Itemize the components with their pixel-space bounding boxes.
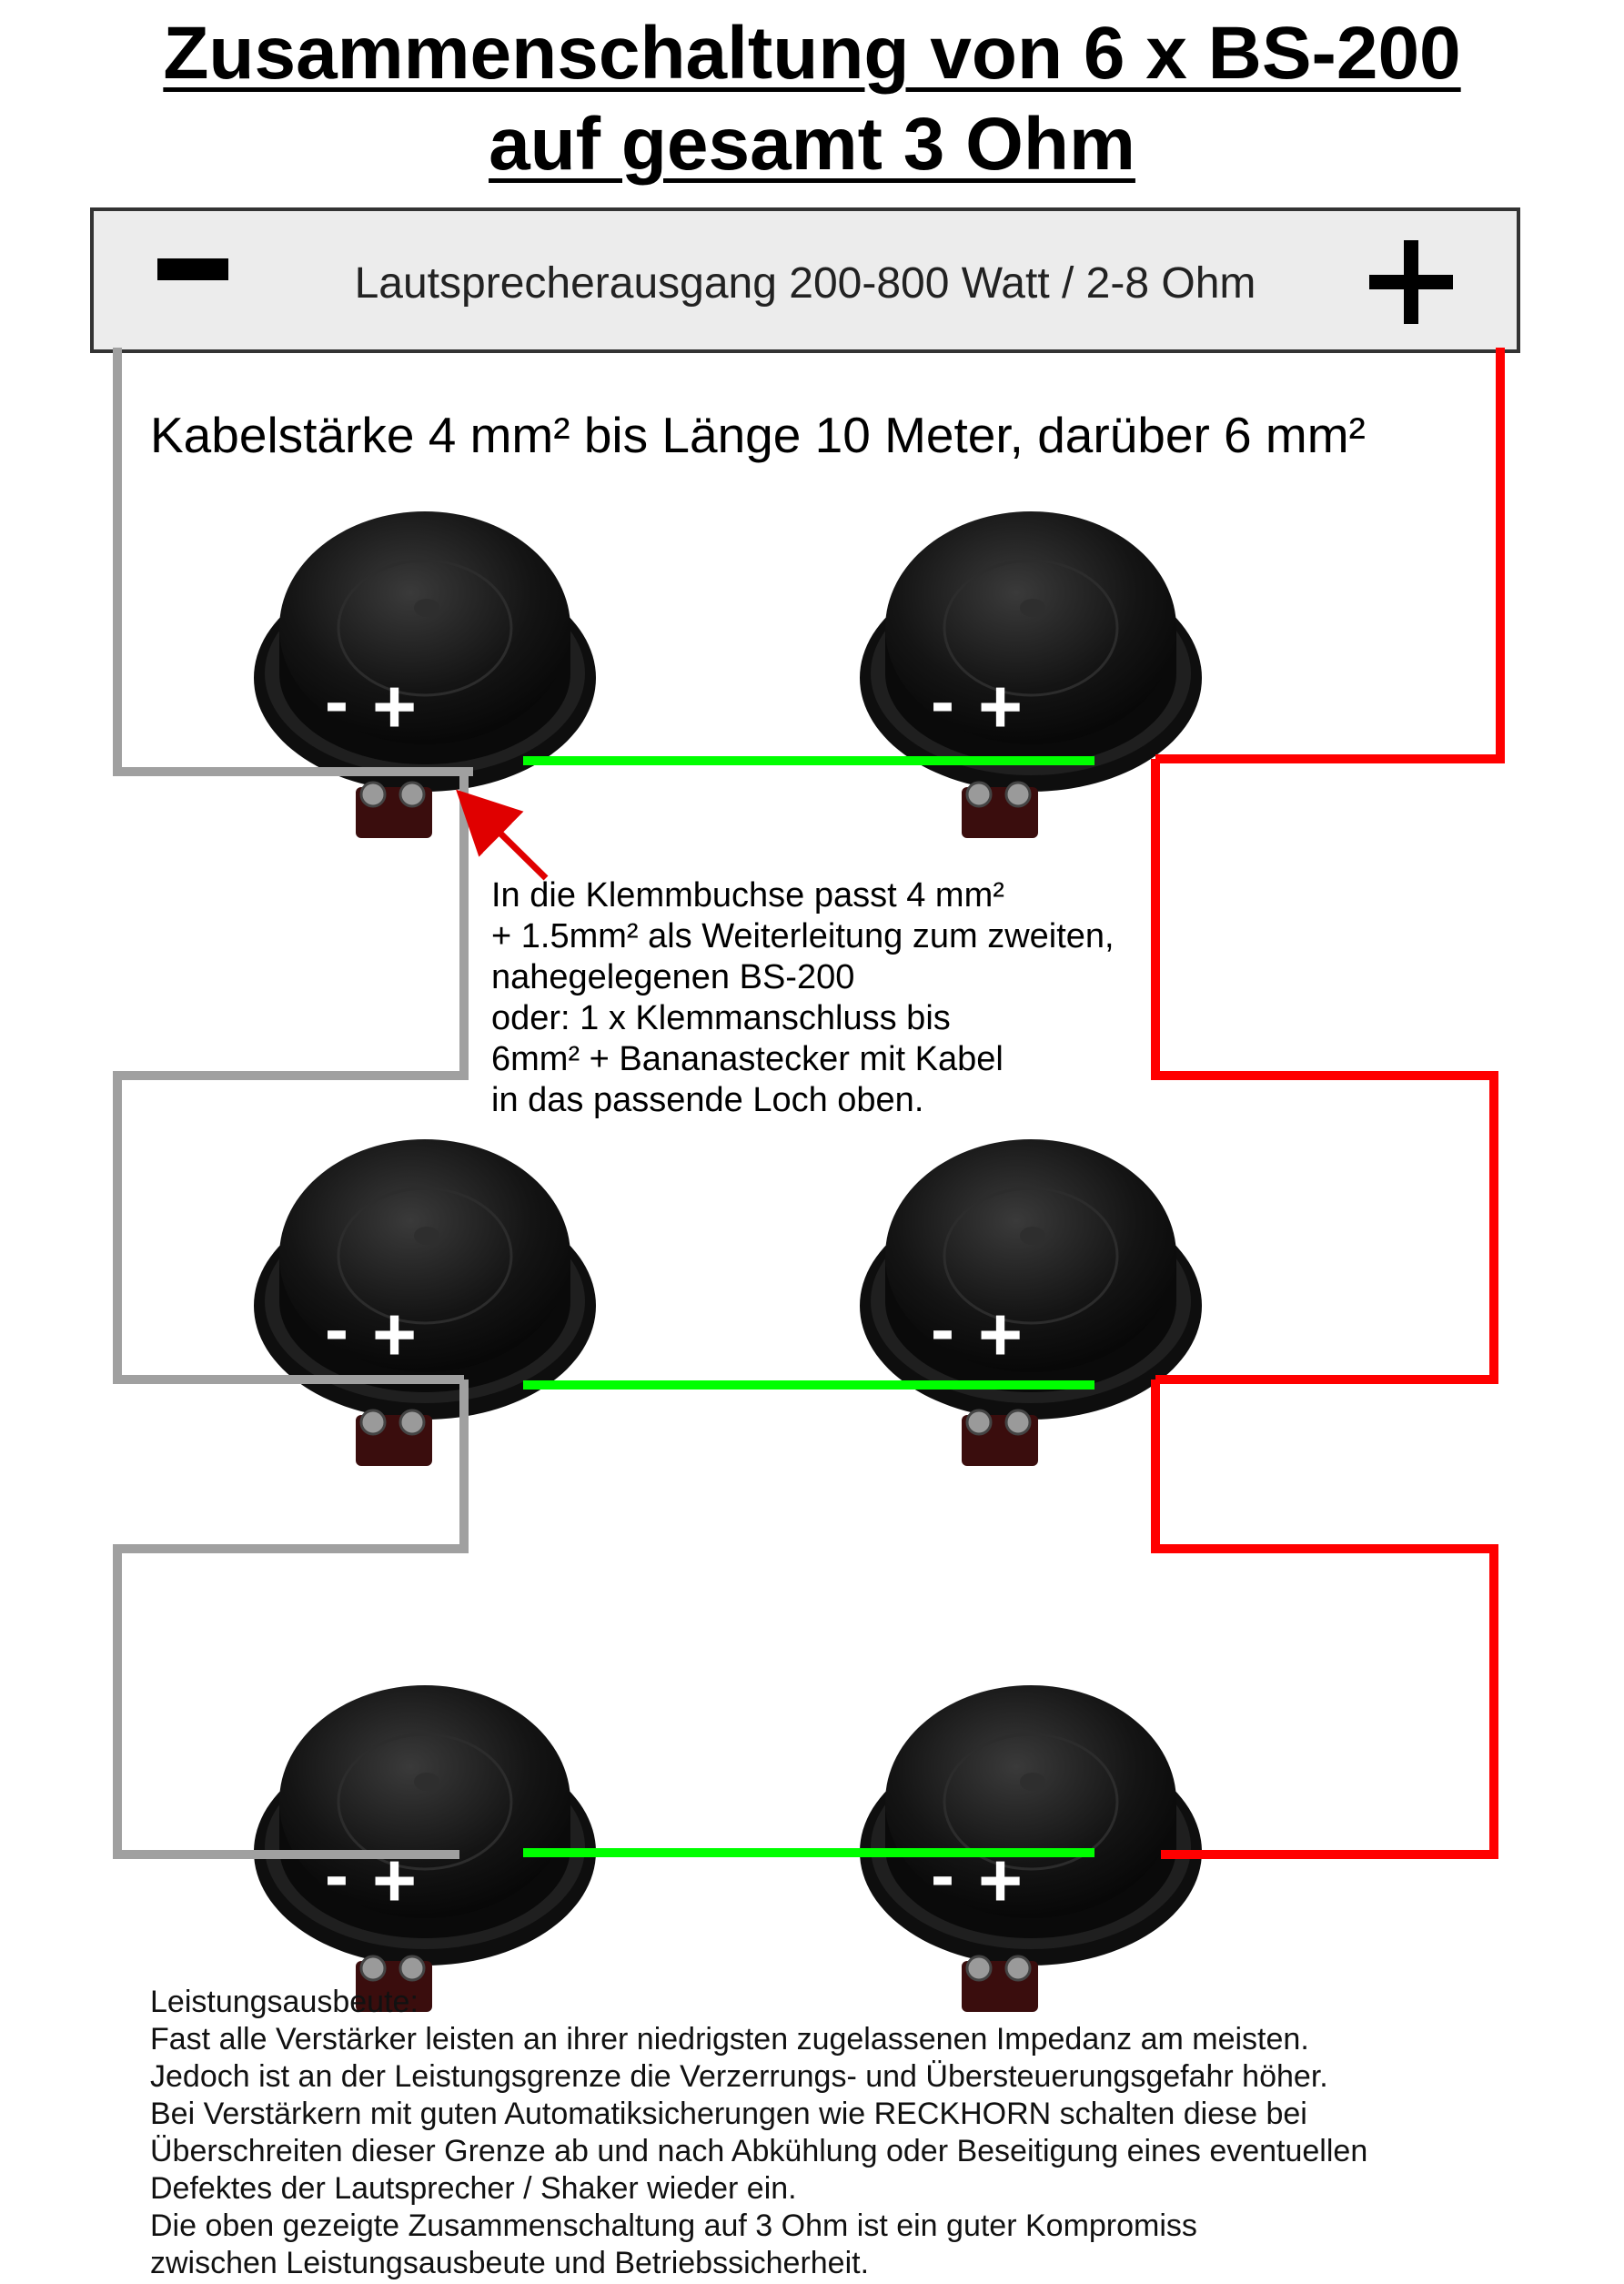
power-note-line: zwischen Leistungsausbeute und Betriebssicherheit. <box>150 2246 870 2280</box>
power-note-line: Jedoch ist an der Leistungsgrenze die Verzerrungs- und Übersteuerungsgefahr höher. <box>150 2059 1328 2094</box>
terminal-plus-icon <box>400 1956 424 1980</box>
speaker-plus-label: + <box>978 1291 1024 1377</box>
speaker-minus-label: - <box>931 1834 954 1915</box>
cable-note: Kabelstärke 4 mm² bis Länge 10 Meter, darüber 6 mm² <box>150 407 1366 463</box>
positive-wire-top-to-middle <box>1155 759 1494 1379</box>
terminal-minus-icon <box>361 1956 385 1980</box>
clamp-note-line: + 1.5mm² als Weiterleitung zum zweiten, <box>491 917 1115 955</box>
terminal-minus-icon <box>967 783 991 806</box>
power-note-line: Fast alle Verstärker leisten an ihrer niedrigsten zugelassenen Impedanz am meisten. <box>150 2022 1309 2057</box>
speaker-middle-left <box>254 1139 596 1466</box>
speaker-minus-label: - <box>325 661 348 741</box>
title-line-1: Zusammenschaltung von 6 x BS-200 <box>163 12 1461 95</box>
speaker-plus-label: + <box>372 663 418 749</box>
clamp-note-line: In die Klemmbuchse passt 4 mm² <box>491 876 1004 915</box>
speaker-plus-label: + <box>372 1837 418 1923</box>
terminal-plus-icon <box>1006 783 1030 806</box>
terminal-plus-icon <box>1006 1410 1030 1434</box>
power-note-line: Leistungsausbeute: <box>150 1985 419 2019</box>
positive-wire-middle-to-bottom <box>1155 1379 1494 1854</box>
speaker-middle-right <box>860 1139 1202 1466</box>
speaker-plus-label: + <box>978 1837 1024 1923</box>
power-note-line: Die oben gezeigte Zusammenschaltung auf 3 Ohm ist ein guter Kompromiss <box>150 2208 1197 2243</box>
speaker-minus-label: - <box>325 1834 348 1915</box>
terminal-plus-icon <box>400 783 424 806</box>
speaker-group <box>254 511 1202 2012</box>
power-note-line: Überschreiten dieser Grenze ab und nach Abkühlung oder Beseitigung eines eventuellen <box>150 2134 1368 2168</box>
speaker-top-left <box>254 511 596 838</box>
power-note-line: Defektes der Lautsprecher / Shaker wieder ein. <box>150 2171 797 2206</box>
clamp-arrow-icon <box>488 821 546 878</box>
clamp-note-line: 6mm² + Bananastecker mit Kabel <box>491 1040 1004 1078</box>
speaker-plus-label: + <box>978 663 1024 749</box>
amplifier-output-label: Lautsprecherausgang 200-800 Watt / 2-8 Ohm <box>354 259 1256 308</box>
clamp-note-line: nahegelegenen BS-200 <box>491 958 855 996</box>
terminal-plus-icon <box>1006 1956 1030 1980</box>
terminal-minus-icon <box>361 783 385 806</box>
power-note-line: Bei Verstärkern mit guten Automatiksicherungen wie RECKHORN schalten diese bei <box>150 2097 1307 2131</box>
terminal-minus-icon <box>967 1410 991 1434</box>
title-line-2: auf gesamt 3 Ohm <box>489 103 1135 186</box>
speaker-minus-label: - <box>325 1289 348 1369</box>
terminal-minus-icon <box>967 1956 991 1980</box>
power-note <box>150 1984 1367 2282</box>
speaker-plus-label: + <box>372 1291 418 1377</box>
clamp-note <box>491 875 1115 1121</box>
terminal-minus-icon <box>361 1410 385 1434</box>
clamp-note-line: in das passende Loch oben. <box>491 1081 924 1119</box>
clamp-note-line: oder: 1 x Klemmanschluss bis <box>491 999 951 1037</box>
terminal-plus-icon <box>400 1410 424 1434</box>
speaker-top-right <box>860 511 1202 838</box>
speaker-minus-label: - <box>931 1289 954 1369</box>
speaker-minus-label: - <box>931 661 954 741</box>
